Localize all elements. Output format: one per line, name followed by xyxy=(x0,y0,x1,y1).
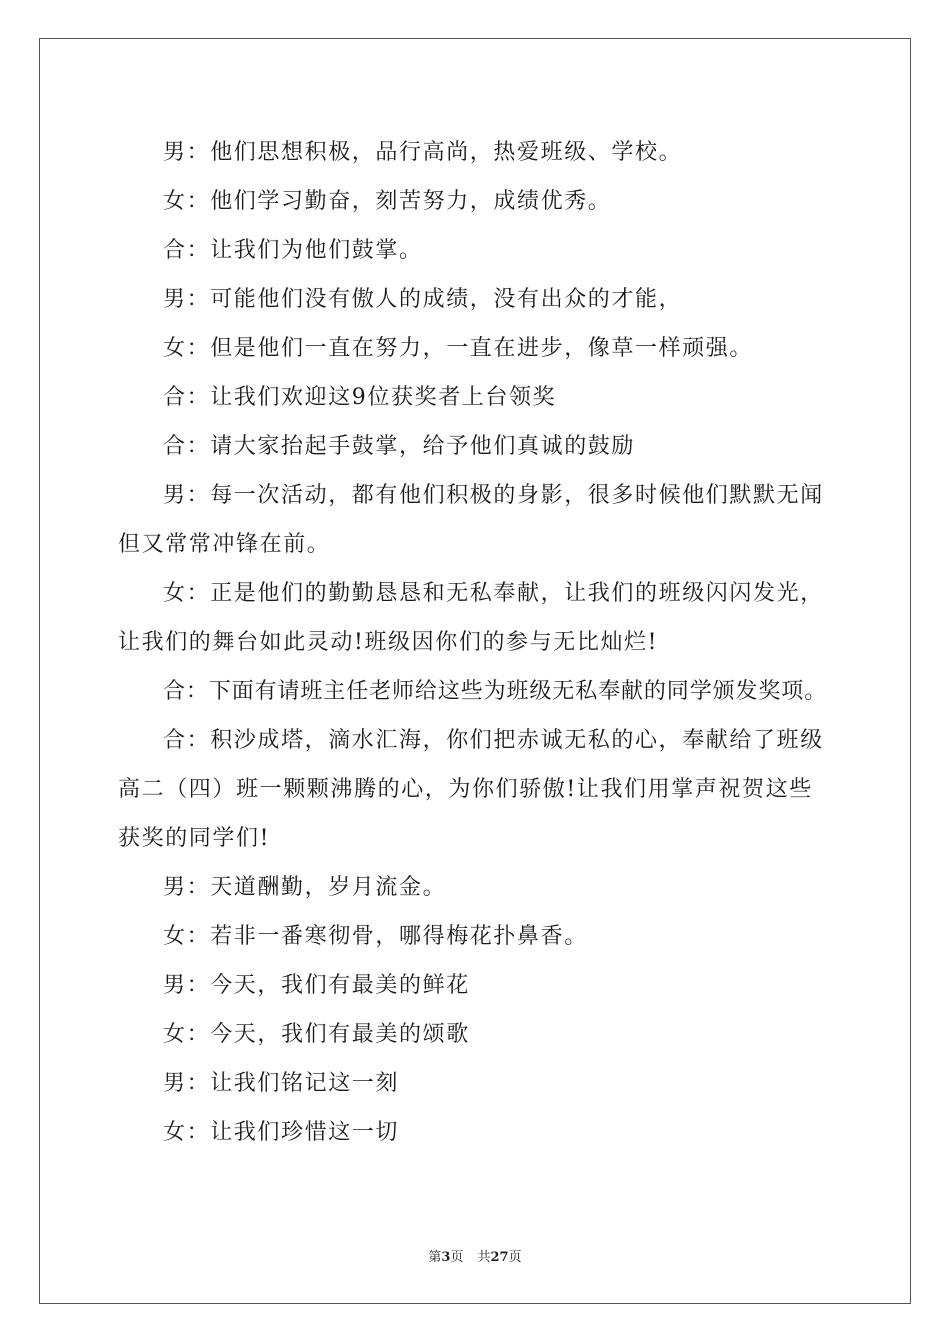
paragraph-line: 合：请大家抬起手鼓掌，给予他们真诚的鼓励 xyxy=(163,434,636,459)
paragraph-line: 合：积沙成塔，滴水汇海，你们把赤诚无私的心，奉献给了班级 xyxy=(163,728,824,753)
total-pages: 27 xyxy=(490,1250,509,1265)
total-prefix: 共 xyxy=(477,1250,491,1265)
paragraph-line: 男：他们思想积极，品行高尚，热爱班级、学校。 xyxy=(163,140,683,165)
paragraph-line: 让我们的舞台如此灵动!班级因你们的参与无比灿烂! xyxy=(118,630,659,655)
paragraph-line: 女：今天，我们有最美的颂歌 xyxy=(163,1022,470,1047)
page-footer xyxy=(0,1246,950,1265)
paragraph-line: 高二（四）班一颗颗沸腾的心，为你们骄傲!让我们用掌声祝贺这些 xyxy=(118,777,813,802)
page-prefix: 第 xyxy=(428,1250,442,1265)
page-suffix: 页 xyxy=(450,1250,464,1265)
paragraph-line: 但又常常冲锋在前。 xyxy=(118,532,331,557)
total-suffix: 页 xyxy=(508,1250,522,1265)
paragraph-line: 男：让我们铭记这一刻 xyxy=(163,1071,400,1096)
page-number: 3 xyxy=(441,1250,451,1265)
paragraph-line: 女：若非一番寒彻骨，哪得梅花扑鼻香。 xyxy=(163,924,588,949)
paragraph-line: 合：让我们欢迎这9位获奖者上台领奖 xyxy=(163,385,557,410)
paragraph-line: 合：让我们为他们鼓掌。 xyxy=(163,238,423,263)
paragraph-line: 女：但是他们一直在努力，一直在进步，像草一样顽强。 xyxy=(163,336,754,361)
paragraph-line: 男：每一次活动，都有他们积极的身影，很多时候他们默默无闻 xyxy=(163,483,824,508)
paragraph-line: 获奖的同学们! xyxy=(118,826,271,851)
paragraph-line: 男：天道酬勤，岁月流金。 xyxy=(163,875,447,900)
paragraph-line: 女：他们学习勤奋，刻苦努力，成绩优秀。 xyxy=(163,189,612,214)
paragraph-line: 女：正是他们的勤勤恳恳和无私奉献，让我们的班级闪闪发光， xyxy=(163,581,824,606)
paragraph-line: 男：可能他们没有傲人的成绩，没有出众的才能， xyxy=(163,287,683,312)
paragraph-line: 女：让我们珍惜这一切 xyxy=(163,1120,400,1145)
paragraph-line: 男：今天，我们有最美的鲜花 xyxy=(163,973,470,998)
document-body xyxy=(118,128,858,1157)
paragraph-line: 合：下面有请班主任老师给这些为班级无私奉献的同学颁发奖项。 xyxy=(163,679,828,704)
